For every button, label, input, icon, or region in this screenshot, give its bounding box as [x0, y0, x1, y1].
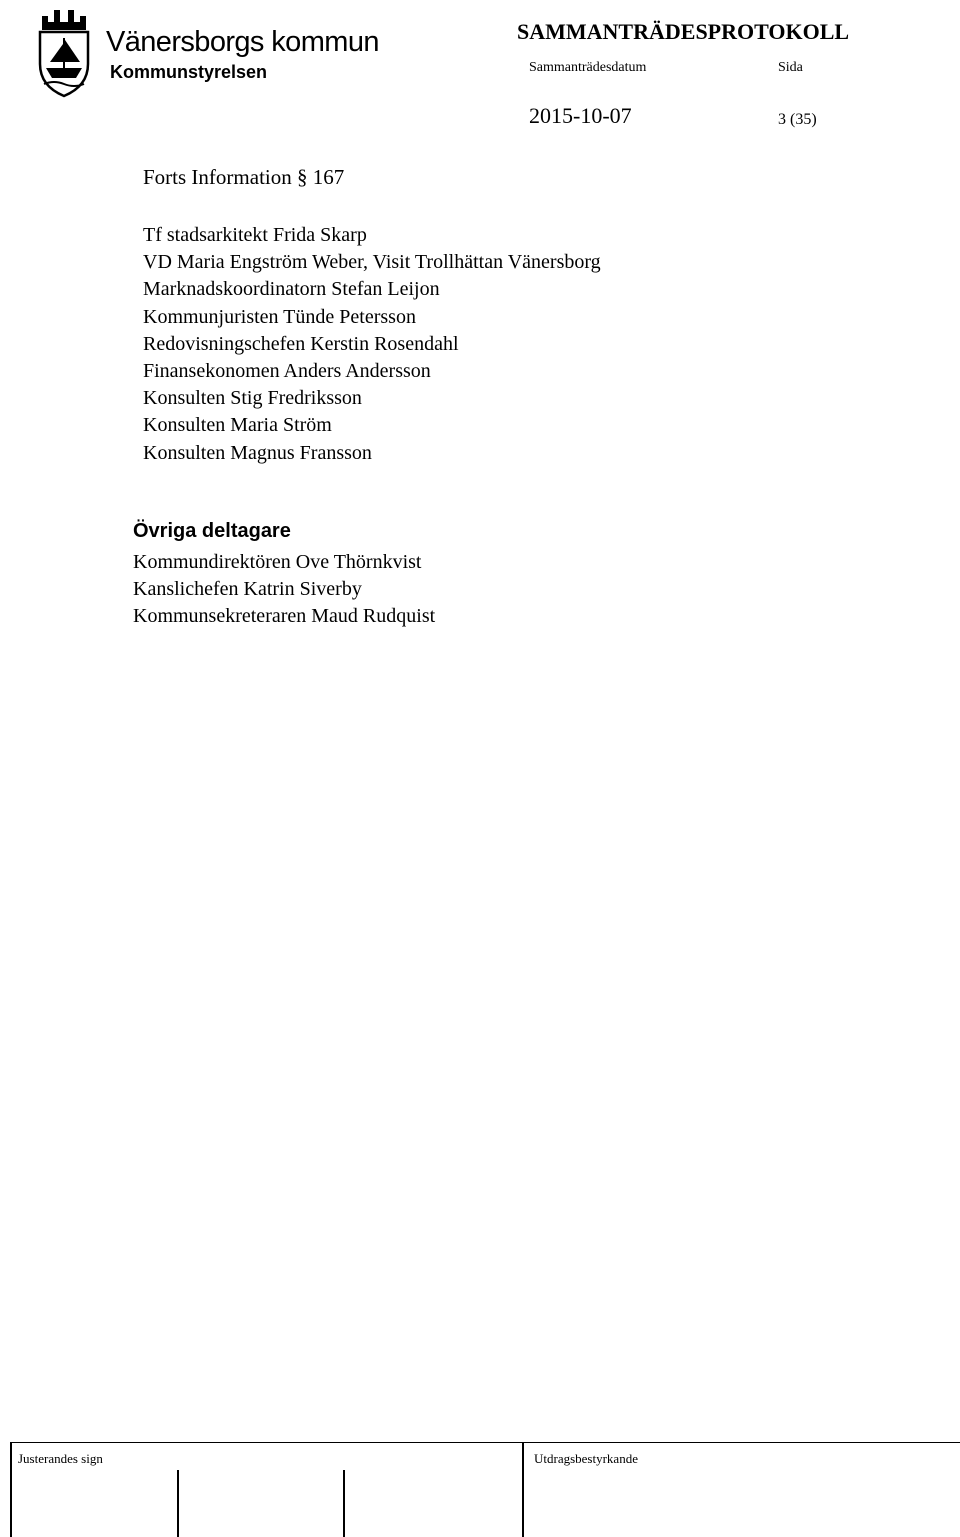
organization-unit: Kommunstyrelsen [110, 62, 268, 82]
list-item: Redovisningschefen Kerstin Rosendahl [143, 332, 459, 355]
attendee-list [143, 222, 601, 467]
footer-divider [522, 1442, 524, 1537]
signature-box-divider [343, 1470, 345, 1537]
footer-divider [10, 1442, 960, 1443]
meeting-date: 2015-10-07 [529, 103, 632, 128]
list-item: Kommundirektören Ove Thörnkvist [133, 551, 422, 573]
document-type-title: SAMMANTRÄDESPROTOKOLL [517, 19, 850, 44]
signature-box-divider [177, 1470, 179, 1537]
signature-label: Justerandes sign [18, 1451, 103, 1466]
footer-divider [10, 1442, 12, 1537]
organization-name: Vänersborgs kommun [106, 26, 379, 58]
list-item: Konsulten Magnus Fransson [143, 441, 372, 464]
municipal-coat-of-arms-icon [34, 2, 94, 98]
section-title: Forts Information § 167 [143, 165, 345, 189]
other-participants-list [133, 549, 435, 630]
list-item: Kommunjuristen Tünde Petersson [143, 305, 416, 328]
list-item: VD Maria Engström Weber, Visit Trollhättan Vänersborg [143, 251, 601, 274]
certification-label: Utdragsbestyrkande [534, 1451, 638, 1466]
list-item: Konsulten Stig Fredriksson [143, 387, 362, 410]
other-participants-heading: Övriga deltagare [133, 520, 291, 542]
meeting-date-label: Sammanträdesdatum [529, 60, 647, 75]
list-item: Konsulten Maria Ström [143, 414, 332, 437]
list-item: Finansekonomen Anders Andersson [143, 359, 431, 382]
list-item: Marknadskoordinatorn Stefan Leijon [143, 278, 440, 301]
list-item: Tf stadsarkitekt Frida Skarp [143, 224, 367, 246]
page-label: Sida [778, 60, 803, 75]
list-item: Kanslichefen Katrin Siverby [133, 578, 362, 600]
list-item: Kommunsekreteraren Maud Rudquist [133, 605, 436, 627]
page-number: 3 (35) [778, 111, 817, 128]
